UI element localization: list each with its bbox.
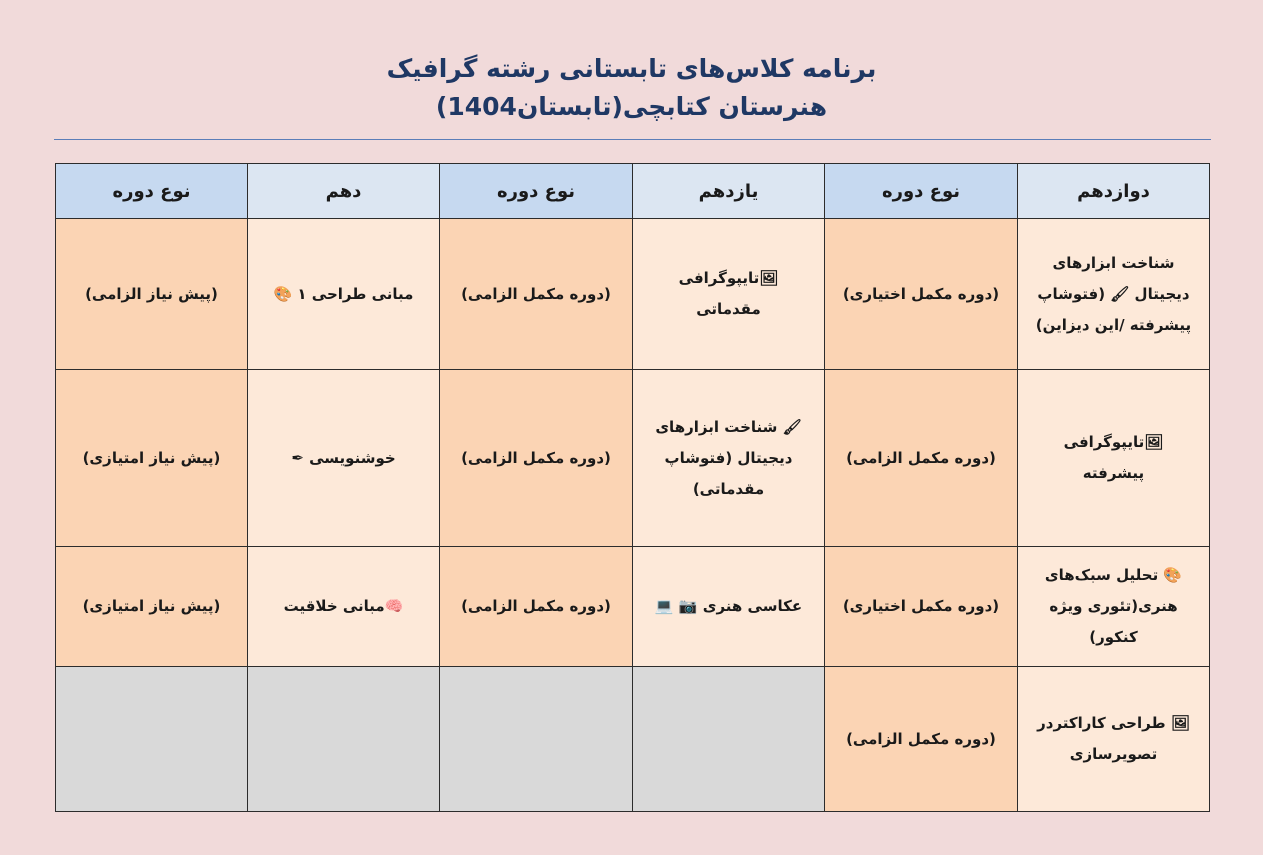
course-typography-advanced: 🖼تایپوگرافی پیشرفته <box>1018 370 1210 547</box>
course-digital-tools-intro: 🖌 شناخت ابزارهای دیجیتال (فتوشاپ مقدماتی) <box>633 370 825 547</box>
table-row <box>56 667 1210 812</box>
header-type-10: نوع دوره <box>56 164 248 219</box>
course-art-styles-analysis: 🎨 تحلیل سبک‌های هنری(تئوری ویژه کنکور) <box>1018 547 1210 667</box>
page-title: برنامه کلاس‌های تابستانی رشته گرافیک <box>386 54 877 83</box>
table-header-row <box>56 164 1210 219</box>
empty-cell <box>56 667 248 812</box>
header-type-12: نوع دوره <box>825 164 1018 219</box>
header-grade-11: یازدهم <box>633 164 825 219</box>
course-type-cell: (دوره مکمل اختیاری) <box>825 547 1018 667</box>
course-type-cell: (دوره مکمل الزامی) <box>440 219 633 370</box>
course-type-cell: (دوره مکمل الزامی) <box>440 370 633 547</box>
course-digital-tools-advanced: شناخت ابزارهای دیجیتال 🖌 (فتوشاپ پیشرفته /این دیزاین) <box>1018 219 1210 370</box>
empty-cell <box>440 667 633 812</box>
table-row <box>56 370 1210 547</box>
course-type-cell: (دوره مکمل الزامی) <box>440 547 633 667</box>
course-type-cell: (دوره مکمل الزامی) <box>825 667 1018 812</box>
course-design-basics-1: مبانی طراحی ۱ 🎨 <box>248 219 440 370</box>
course-type-cell: (دوره مکمل اختیاری) <box>825 219 1018 370</box>
course-calligraphy: خوشنویسی ✒ <box>248 370 440 547</box>
page-subtitle: هنرستان کتابچی(تابستان1404) <box>435 92 828 121</box>
title-divider <box>54 139 1211 140</box>
header-grade-10: دهم <box>248 164 440 219</box>
table-row <box>56 219 1210 370</box>
course-typography-intro: 🖼تایپوگرافی مقدماتی <box>633 219 825 370</box>
page-header <box>0 50 1263 126</box>
course-art-photography: عکاسی هنری 📷 💻 <box>633 547 825 667</box>
course-character-design: 🖼 طراحی کاراکتردر تصویرسازی <box>1018 667 1210 812</box>
course-type-cell: (پیش نیاز امتیازی) <box>56 370 248 547</box>
schedule-table <box>55 163 1210 812</box>
header-type-11: نوع دوره <box>440 164 633 219</box>
empty-cell <box>633 667 825 812</box>
course-creativity-basics: 🧠مبانی خلاقیت <box>248 547 440 667</box>
course-type-cell: (پیش نیاز امتیازی) <box>56 547 248 667</box>
course-type-cell: (دوره مکمل الزامی) <box>825 370 1018 547</box>
empty-cell <box>248 667 440 812</box>
header-grade-12: دوازدهم <box>1018 164 1210 219</box>
table-row <box>56 547 1210 667</box>
course-type-cell: (پیش نیاز الزامی) <box>56 219 248 370</box>
